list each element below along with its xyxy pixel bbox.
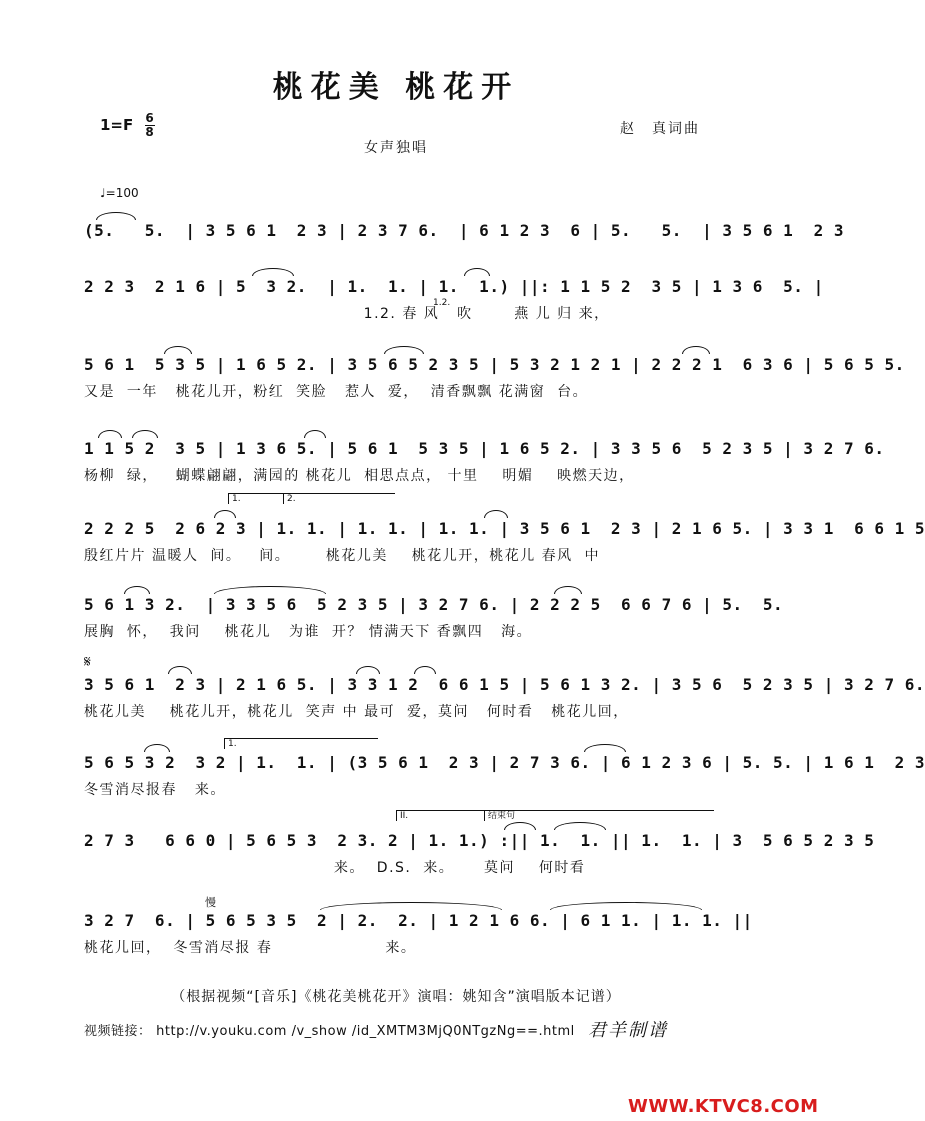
slur-mark [252,268,294,276]
song-title: 桃花美 桃花开 [272,70,520,105]
lyric-line: 1.2. 春 风 吹 燕 儿 归 来， [84,306,610,322]
slur-mark [356,666,380,674]
score-system [84,504,925,564]
notation-line: 3 2 7 6. | 5 6 5 3 5 2 | 2. 2. | 1 2 1 6 6. | 6 1 1. | 1. 1. || [84,911,753,930]
slur-mark [414,666,436,674]
slur-mark [550,902,702,910]
notation-line: 5 6 5 3 2 3 2 | 1. 1. | (3 5 6 1 2 3 | 2 7 3 6. | 6 1 2 3 6 | 5. 5. | 1 6 1 2 3 [84,753,925,772]
score-system [84,262,824,322]
lyric-line: 桃花儿回， 冬雪消尽报 春 来。 [84,940,417,956]
score-system [84,424,885,484]
volta-first-ending: 1. [228,493,284,504]
slur-mark [554,586,582,594]
notation-line: 5 6 1 3 2. | 3 3 5 6 5 2 3 5 | 3 2 7 6. | 2 2 2 5 6 6 7 6 | 5. 5. [84,595,784,614]
slur-mark [96,212,136,220]
notation-line: 2 2 2 5 2 6 2 3 | 1. 1. | 1. 1. | 1. 1. | 3 5 6 1 2 3 | 2 1 6 5. | 3 3 1 6 6 1 5 [84,519,925,538]
lyric-line: 桃花儿美 桃花儿开，桃花儿 笑声 中 最可 爱，莫问 何时看 桃花儿回， [84,704,629,720]
video-link-url: http://v.youku.com /v_show /id_XMTM3MjQ0NTgzNg==.html [156,1024,575,1039]
score-system [84,340,905,400]
performer-label: 女声独唱 [364,140,428,156]
slur-mark [144,744,170,752]
volta-last-first-ending: 1. [224,738,378,749]
slur-mark [384,346,424,354]
key-label: 1=F [100,116,134,134]
video-link-label: 视频链接： [84,1024,152,1039]
score-system [84,580,784,640]
notation-line: (5. 5. | 3 5 6 1 2 3 | 2 3 7 6. | 6 1 2 3 6 | 5. 5. | 3 5 6 1 2 3 [84,221,844,240]
slur-mark [554,822,606,830]
meter-top: 6 [145,111,154,125]
segno-sign: 𝄋 [84,652,91,671]
time-signature [145,112,155,139]
score-system [84,896,753,956]
slur-mark [304,430,326,438]
notation-line: 5 6 1 5 3 5 | 1 6 5 2. | 3 5 6 5 2 3 5 | 5 3 2 1 2 1 | 2 2 2 1 6 3 6 | 5 6 5 5. [84,355,905,374]
lyric-line: 展胸 怀， 我问 桃花儿 为谁 开？ 情满天下 香飘四 海。 [84,624,533,640]
meter-bottom: 8 [145,125,154,139]
score-system [84,206,844,266]
slur-mark [132,430,158,438]
key-signature [100,112,155,139]
score-system [84,660,925,720]
notation-line: 2 7 3 6 6 0 | 5 6 5 3 2 3. 2 | 1. 1.) :|| 1. 1. || 1. 1. | 3 5 6 5 2 3 5 [84,831,875,850]
score-system [84,738,925,798]
tempo-mark: ♩=100 [100,186,139,200]
author-credit: 赵 真词曲 [620,121,700,137]
volta-second-ending: 2. [283,493,395,504]
slur-mark [124,586,150,594]
volta-ii-ending: II. [396,810,486,821]
lyric-line: 殷红片片 温暖人 间。 间。 桃花儿美 桃花儿开，桃花儿 春风 中 [84,548,601,564]
arranger-signature: 君羊制谱 [588,1020,668,1041]
slur-mark [484,510,508,518]
slur-mark [214,510,236,518]
slur-mark [682,346,710,354]
lyric-line: 又是 一年 桃花儿开，粉红 笑脸 惹人 爱， 清香飘飘 花满窗 台。 [84,384,589,400]
slur-mark [584,744,626,752]
transcription-note: （根据视频“[音乐]《桃花美桃花开》演唱：姚知含”演唱版本记谱） [171,989,621,1005]
lyric-line: 来。 D.S. 来。 莫问 何时看 [84,860,586,876]
video-link [84,1020,575,1039]
slur-mark [320,902,502,910]
site-watermark: WWW.KTVC8.COM [628,1096,819,1117]
notation-line: 3 5 6 1 2 3 | 2 1 6 5. | 3 3 1 2 6 6 1 5 | 5 6 1 3 2. | 3 5 6 5 2 3 5 | 3 2 7 6. [84,675,925,694]
volta-coda-ending: 结束句 [484,810,714,821]
score-system [84,816,875,876]
slur-mark [98,430,122,438]
lyric-line: 冬雪消尽报春 来。 [84,782,226,798]
slur-mark [168,666,192,674]
lyric-line: 杨柳 绿， 蝴蝶翩翩，满园的 桃花儿 相思点点， 十里 明媚 映燃天边， [84,468,635,484]
slur-mark [504,822,536,830]
volta-1-2-label: 1.2. [433,298,451,308]
notation-line: 1 1 5 2 3 5 | 1 3 6 5. | 5 6 1 5 3 5 | 1 6 5 2. | 3 3 5 6 5 2 3 5 | 3 2 7 6. [84,439,885,458]
slur-mark [214,586,326,594]
slur-mark [164,346,192,354]
notation-line: 2 2 3 2 1 6 | 5 3 2. | 1. 1. | 1. 1.) ||: 1 1 5 2 3 5 | 1 3 6 5. | [84,277,824,296]
slur-mark [464,268,490,276]
slow-mark: 慢 [205,896,216,909]
